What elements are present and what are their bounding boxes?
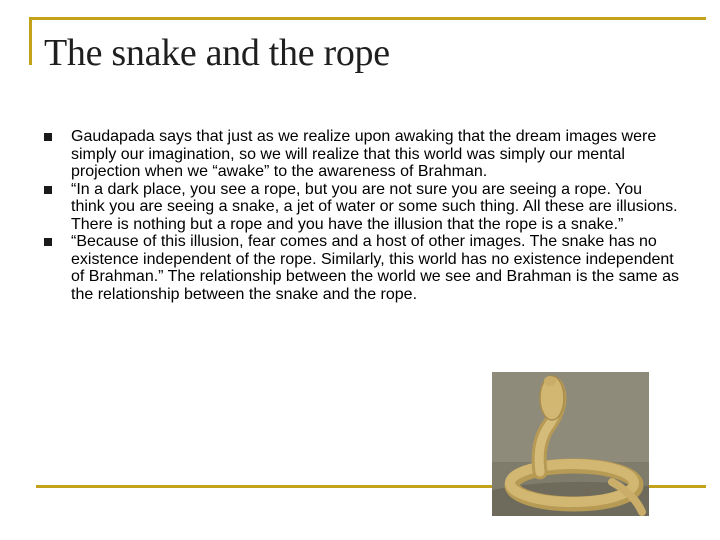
cobra-sculpture-photo <box>492 372 649 516</box>
bullet-item <box>44 233 680 303</box>
square-bullet-icon <box>44 186 52 194</box>
frame-rule-left <box>29 17 32 65</box>
bullet-item <box>44 181 680 234</box>
bullet-text: “Because of this illusion, fear comes and a host of other images. The snake has no existence independent of the rope. Similarly, this world has no existence independent of Brahman.” The relationship between the world we see and Brahman is the same as the relationship between the snake and the rope. <box>71 233 680 303</box>
bullet-item <box>44 128 680 181</box>
slide-title: The snake and the rope <box>44 32 390 74</box>
square-bullet-icon <box>44 133 52 141</box>
bullet-text: “In a dark place, you see a rope, but you are not sure you are seeing a rope. You think you are seeing a snake, a jet of water or some such thing. All these are illusions. There is nothing but a rope and you have the illusion that the rope is a snake.” <box>71 180 678 233</box>
frame-rule-top <box>29 17 706 20</box>
bullet-list <box>44 128 680 303</box>
bullet-text: Gaudapada says that just as we realize upon awaking that the dream images were simply our imagination, so we will realize that this world was simply our mental projection when we “awake” to the awareness of Brahman. <box>71 128 657 180</box>
square-bullet-icon <box>44 238 52 246</box>
